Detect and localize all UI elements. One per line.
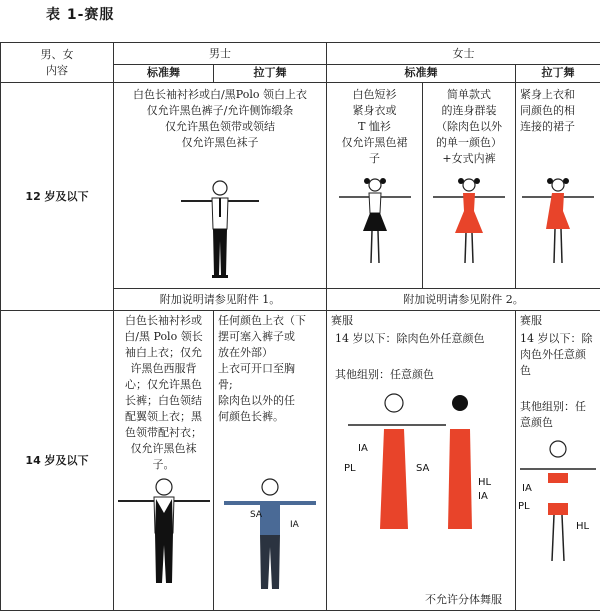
female-12-mid-line: 的单一颜色） — [436, 136, 502, 149]
male-14-latin-line: 摆可塞入裤子或 — [218, 330, 295, 343]
female-12-std-line: 子 — [369, 152, 380, 165]
male-14-std-line: 配翼领上衣；黑 — [125, 410, 202, 423]
label-ia: IA — [522, 483, 532, 494]
male-14-latin-cell — [214, 311, 327, 611]
female-12-standard-cell — [327, 83, 423, 289]
female-12-latin-line: 紧身上衣和 — [520, 88, 575, 101]
female-12-mid-line: 的连身群装 — [441, 104, 497, 117]
label-ia: IA — [478, 491, 488, 502]
male-14-std-line: 长裤；白色领结 — [125, 394, 202, 407]
male-latin-header: 拉丁舞 — [214, 65, 327, 83]
label-pl: PL — [518, 501, 530, 512]
document-title: 表 1-赛服 — [46, 7, 115, 23]
male-14-std-line: 袖白上衣；仅允 — [125, 346, 202, 359]
male-14-latin-line: 骨; — [218, 378, 233, 391]
female-standard-header: 标准舞 — [327, 65, 516, 83]
corner-header-line1: 男、女 — [40, 47, 74, 61]
male-14-std-line: 仅允许黑色袜 — [130, 442, 197, 455]
female-12-mid-line: 简单款式 — [447, 88, 491, 101]
male-14-latin-line: 除肉色以外的任 — [218, 394, 295, 407]
female-12-mid-line: +女式内裤 — [442, 152, 496, 165]
age-12-label: 12 岁及以下 — [1, 83, 114, 311]
male-14-std-line: 色领带配衬衣； — [125, 426, 202, 439]
male-14-latin-line: 放在外部） — [218, 346, 273, 359]
female-latin-header: 拉丁舞 — [516, 65, 600, 83]
label-hl: HL — [478, 477, 492, 488]
female-14-latin-rule: 14 岁以下：除肉色外任意颜色 — [520, 332, 593, 377]
male-14-latin-line: 任何颜色上衣（下 — [218, 314, 306, 327]
female-12-latin-cell — [516, 83, 600, 289]
female-12-mid-line: （除肉色以外 — [436, 120, 502, 133]
man-latin-figure — [220, 477, 320, 595]
female-12-latin-line: 连接的裙子 — [520, 120, 575, 133]
male-14-std-line: 子。 — [152, 458, 175, 471]
female-12-dress-cell — [423, 83, 516, 289]
female-14-std-title: 赛服 — [331, 314, 353, 327]
boy-figure — [175, 179, 265, 283]
female-header: 女士 — [327, 43, 600, 65]
label-hl: HL — [576, 521, 590, 532]
male-14-latin-line: 何颜色长裤。 — [218, 410, 284, 423]
male-14-standard-cell — [114, 311, 214, 611]
male-14-std-line: 白色长袖衬衫或 — [125, 314, 202, 327]
female-14-standard-cell — [327, 311, 516, 611]
female-12-std-line: 紧身衣或 — [352, 104, 397, 117]
male-12-line: 仅允许黑色裤子/允许侧饰缎条 — [146, 104, 294, 117]
male-note: 附加说明请参见附件 1。 — [114, 289, 327, 311]
woman-ballroom-figure — [336, 389, 506, 539]
label-ia: IA — [358, 443, 368, 454]
girl-black-skirt-figure — [335, 175, 415, 267]
male-14-latin-line: 上衣可开口至胸 — [218, 362, 295, 375]
male-14-std-line: 许黑色西服背 — [130, 362, 197, 375]
male-12-cell — [114, 83, 327, 289]
female-14-std-rule: 14 岁以下：除肉色外任意颜色 — [335, 332, 485, 345]
male-header: 男士 — [114, 43, 327, 65]
female-12-std-line: T 恤衫 — [358, 120, 391, 133]
female-14-latin-cell — [516, 311, 600, 611]
female-12-latin-line: 同颜色的相 — [520, 104, 575, 117]
dress-code-table — [0, 42, 600, 611]
male-12-line: 白色长袖衬衫或白/黑Polo 领白上衣 — [133, 88, 307, 101]
girl-red-dress-figure — [429, 175, 509, 267]
label-ia: IA — [290, 520, 299, 530]
woman-latin-figure — [516, 437, 600, 567]
male-14-std-line: 心；仅允许黑色 — [125, 378, 202, 391]
label-sa: SA — [416, 463, 430, 474]
male-standard-header: 标准舞 — [114, 65, 214, 83]
age-14-label: 14 岁及以下 — [1, 311, 114, 611]
female-14-latin-title: 赛服 — [520, 314, 542, 327]
female-12-std-line: 白色短衫 — [352, 88, 397, 101]
no-two-piece-note: 不允许分体舞服 — [425, 593, 502, 606]
corner-header-line2: 内容 — [46, 63, 68, 77]
male-12-line: 仅允许黑色袜子 — [181, 136, 259, 149]
female-note: 附加说明请参见附件 2。 — [327, 289, 600, 311]
man-vest-figure — [116, 477, 212, 587]
label-pl: PL — [344, 463, 356, 474]
corner-header — [1, 43, 114, 83]
girl-red-latin-dress-figure — [518, 175, 598, 267]
female-12-std-line: 仅允许黑色裙 — [341, 136, 408, 149]
female-14-std-other: 其他组别：任意颜色 — [335, 368, 434, 381]
male-14-std-line: 白/黑 Polo 领长 — [124, 330, 203, 343]
female-14-latin-other: 其他组别：任意颜色 — [520, 400, 586, 429]
male-12-line: 仅允许黑色领带或领结 — [165, 120, 275, 133]
label-sa: SA — [250, 510, 263, 520]
